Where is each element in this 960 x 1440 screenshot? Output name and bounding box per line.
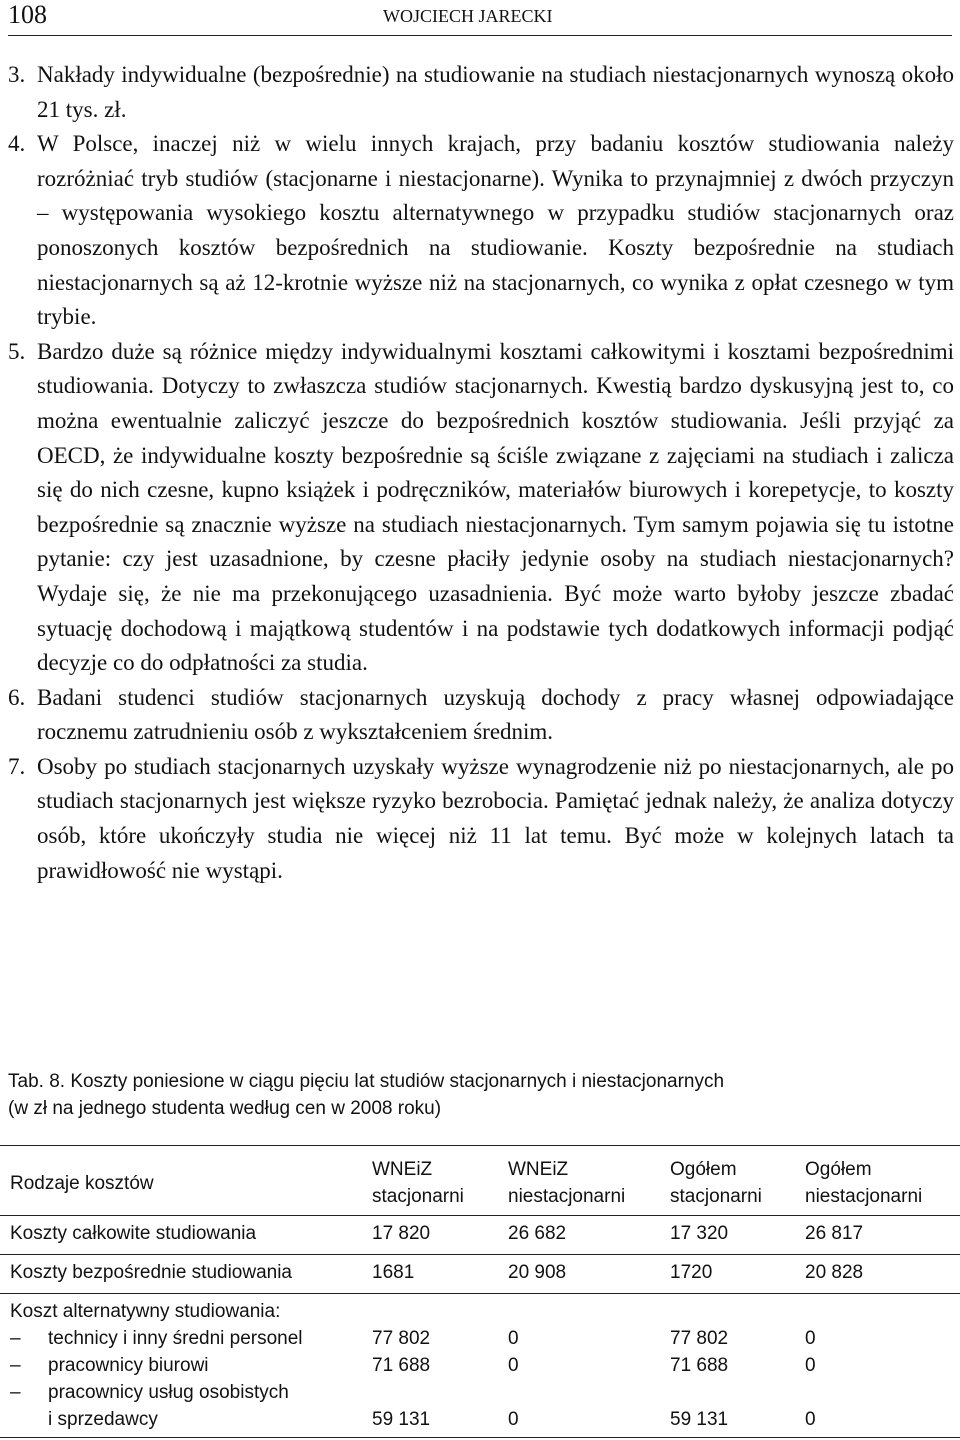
dash: –: [10, 1355, 21, 1376]
item-number: 7.: [8, 753, 26, 779]
sub-row-text: pracownicy usług osobistych: [48, 1382, 289, 1403]
caption-line: (w zł na jednego studenta według cen w 2008 roku): [8, 1098, 442, 1119]
table-cell: 26 682: [508, 1223, 567, 1244]
table-cell: 20 908: [508, 1262, 567, 1283]
table-cell: 0: [508, 1409, 519, 1430]
dash: –: [10, 1382, 21, 1403]
running-head: WOJCIECH JARECKI: [383, 6, 553, 26]
conclusions-list: [8, 58, 954, 888]
table-caption: [8, 1068, 954, 1122]
header-cell: WNEiZ: [508, 1159, 569, 1180]
header-cell: WNEiZ: [372, 1159, 433, 1180]
table-cell: 0: [805, 1355, 816, 1376]
table-cell: 0: [508, 1328, 519, 1349]
header-cell: Rodzaje kosztów: [10, 1173, 154, 1194]
table-cell: 17 320: [670, 1223, 729, 1244]
caption-line: Tab. 8. Koszty poniesione w ciągu pięciu lat studiów stacjonarnych i niestacjonarnych: [8, 1071, 725, 1092]
row-label: Koszty całkowite studiowania: [10, 1223, 257, 1244]
item-text: Badani studenci studiów stacjonarnych uzyskują dochody z pracy własnej odpowiadające rocznemu zatrudnieniu osób z wykształceniem średnim.: [37, 684, 954, 745]
row-rule: [0, 1215, 960, 1216]
sub-row-text: i sprzedawcy: [48, 1409, 158, 1430]
dash: –: [10, 1328, 21, 1349]
item-number: 3.: [8, 62, 26, 87]
row-rule: [0, 1254, 960, 1255]
table-cell: 77 802: [372, 1328, 431, 1349]
page-header: [8, 0, 952, 36]
page-number: 108: [8, 0, 47, 29]
list-item: [8, 127, 954, 335]
sub-row-label-cont: [10, 1406, 158, 1433]
sub-row-label: [10, 1325, 303, 1352]
header-cell: niestacjonarni: [805, 1186, 923, 1207]
header-cell: stacjonarni: [372, 1186, 464, 1207]
list-item: [8, 681, 954, 750]
table-bottom-rule: [0, 1437, 960, 1438]
list-item: [8, 58, 954, 127]
table-top-rule: [0, 1145, 960, 1146]
table-cell: 59 131: [372, 1409, 431, 1430]
header-rule: [8, 35, 952, 36]
table-cell: 0: [805, 1328, 816, 1349]
table-cell: 71 688: [670, 1355, 729, 1376]
table-cell: 26 817: [805, 1223, 864, 1244]
sub-row-text: pracownicy biurowi: [48, 1355, 209, 1376]
table-cell: 1681: [372, 1262, 415, 1283]
item-number: 5.: [8, 338, 26, 364]
item-text: Bardzo duże są różnice między indywidualnymi kosztami całkowitymi i kosztami bezpośrednimi studiowania. Dotyczy to zwłaszcza studiów stacjonarnych. Kwestią bardzo dyskusyjną jest to, co można ewentualnie zaliczyć jeszcze do bezpośrednich kosztów studiowania. Jeśli przyjąć za OECD, że indywidualne koszty bezpośrednie są ściśle związane z zajęciami na studiach i zalicza się do nich czesne, kupno książek i podręczników, materiałów biurowych i korepetycje, to koszty bezpośrednie są znacznie wyższe na studiach niestacjonarnych. Tym samym pojawia się tu istotne pytanie: czy jest uzasadnione, by czesne płaciły jedynie osoby na studiach niestacjonarnych? Wydaje się, że nie ma przekonującego uzasadnienia. Być może warto byłoby jeszcze zbadać sytuację dochodową i majątkową studentów i na podstawie tych dodatkowych informacji podjąć decyzje co do odpłatności za studia.: [37, 338, 954, 676]
table-cell: 1720: [670, 1262, 713, 1283]
header-cell: Ogółem: [670, 1159, 737, 1180]
header-cell: Ogółem: [805, 1159, 872, 1180]
row-rule: [0, 1293, 960, 1294]
table-cell: 77 802: [670, 1328, 729, 1349]
list-item: [8, 750, 954, 888]
item-text: Osoby po studiach stacjonarnych uzyskały wyższe wynagrodzenie niż po niestacjonarnych, ale po studiach stacjonarnych jest większe ryzyko bezrobocia. Pamiętać jednak należy, że analiza dotyczy osób, które ukończyły studia nie więcej niż 11 lat temu. Być może w kolejnych latach ta prawidłowość nie wystąpi.: [37, 753, 954, 883]
list-item: [8, 335, 954, 681]
item-text: Nakłady indywidualne (bezpośrednie) na studiowanie na studiach niestacjonarnych wynoszą około 21 tys. zł.: [37, 62, 954, 122]
table-cell: 0: [805, 1409, 816, 1430]
item-text: W Polsce, inaczej niż w wielu innych krajach, przy badaniu kosztów studiowania należy rozróżniać tryb studiów (stacjonarne i niestacjonarne). Wynika to przynajmniej z dwóch przyczyn – występowania wysokiego kosztu alternatywnego w przypadku studiów stacjonarnych oraz ponoszonych kosztów bezpośrednich na studiowanie. Koszty bezpośrednie na studiach niestacjonarnych są aż 12-krotnie wyższe niż na stacjonarnych, co wynika z opłat czesnego w tym trybie.: [37, 131, 954, 330]
item-number: 6.: [8, 684, 26, 710]
table-cell: 0: [508, 1355, 519, 1376]
sub-row-label: [10, 1379, 289, 1406]
table-cell: 17 820: [372, 1223, 431, 1244]
header-cell: niestacjonarni: [508, 1186, 626, 1207]
row-label: Koszty bezpośrednie studiowania: [10, 1262, 293, 1283]
table-cell: 20 828: [805, 1262, 864, 1283]
item-number: 4.: [8, 131, 26, 157]
header-cell: stacjonarni: [670, 1186, 762, 1207]
table-cell: 71 688: [372, 1355, 431, 1376]
row-label: Koszt alternatywny studiowania:: [10, 1301, 281, 1322]
sub-row-text: technicy i inny średni personel: [48, 1328, 303, 1349]
sub-row-label: [10, 1352, 209, 1379]
table-cell: 59 131: [670, 1409, 729, 1430]
